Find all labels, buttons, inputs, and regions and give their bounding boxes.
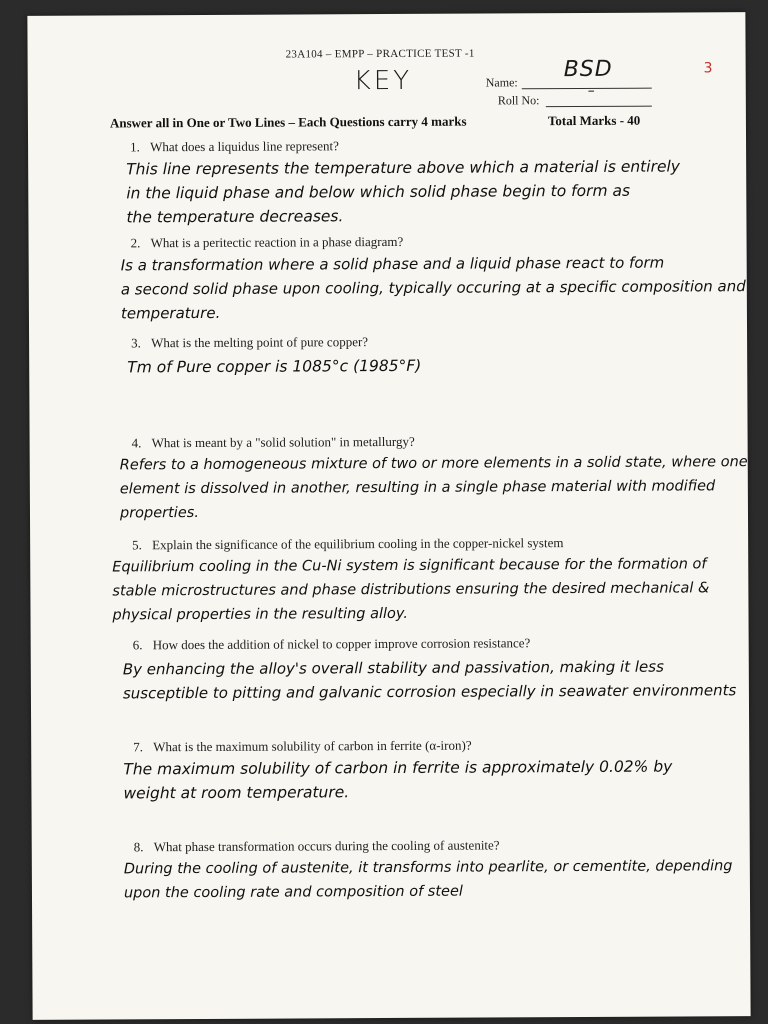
answer-3 — [127, 354, 421, 380]
question-7 — [133, 738, 471, 756]
answer-7 — [123, 755, 672, 806]
question-number: 2. — [130, 235, 141, 251]
question-text: What is the maximum solubility of carbon in ferrite (α-iron)? — [153, 737, 472, 755]
key-label: KEY — [353, 65, 413, 97]
instructions: Answer all in One or Two Lines – Each Questions carry 4 marks — [109, 113, 467, 131]
answer-line: Equilibrium cooling in the Cu-Ni system is significant because for the formation of — [112, 556, 707, 576]
answer-2 — [121, 250, 746, 325]
answer-line: the temperature decreases. — [126, 207, 344, 227]
question-text: What is a peritectic reaction in a phase diagram? — [150, 233, 404, 251]
question-number: 3. — [131, 335, 141, 351]
exam-sheet — [27, 12, 750, 1020]
answer-line: This line represents the temperature above which a material is entirely — [126, 157, 680, 179]
question-number: 8. — [133, 839, 144, 855]
question-text: What phase transformation occurs during the cooling of austenite? — [153, 837, 500, 855]
answer-8 — [124, 854, 733, 905]
answer-line: properties. — [119, 504, 199, 522]
course-header: 23A104 – EMPP – PRACTICE TEST -1 — [285, 47, 475, 61]
question-number: 5. — [132, 537, 142, 553]
question-5 — [132, 535, 563, 553]
answer-line: The maximum solubility of carbon in ferrite is approximately 0.02% by — [123, 757, 673, 779]
answer-line: temperature. — [120, 303, 221, 323]
answer-line: stable microstructures and phase distributions ensuring the desired mechanical & — [112, 580, 710, 600]
question-text: What is the melting point of pure copper? — [151, 334, 369, 351]
question-number: 7. — [133, 739, 143, 755]
answer-line: During the cooling of austenite, it transforms into pearlite, or cementite, depending — [123, 858, 733, 878]
question-4 — [132, 434, 415, 451]
answer-line: weight at room temperature. — [123, 783, 350, 803]
answer-6 — [123, 654, 737, 705]
roll-label: Roll No: — [497, 93, 540, 108]
answer-line: Refers to a homogeneous mixture of two or more elements in a solid state, where one — [119, 454, 748, 474]
answer-line: Tm of Pure copper is 1085°c (1985°F) — [127, 356, 422, 377]
question-text: How does the addition of nickel to copper improve corrosion resistance? — [152, 635, 531, 653]
question-6 — [133, 635, 531, 653]
answer-line: physical properties in the resulting alloy. — [112, 605, 409, 624]
answer-5 — [112, 552, 709, 627]
question-number: 1. — [130, 139, 140, 155]
marks-awarded: 3 — [703, 60, 713, 77]
answer-line: susceptible to pitting and galvanic corrosion especially in seawater environments — [122, 681, 737, 703]
question-1 — [130, 138, 339, 155]
question-text: Explain the significance of the equilibrium cooling in the copper-nickel system — [152, 535, 564, 553]
answer-line: a second solid phase upon cooling, typically occuring at a specific composition and — [120, 277, 746, 299]
answer-4 — [120, 450, 748, 525]
name-label: Name: — [485, 75, 518, 90]
roll-value: – — [587, 82, 596, 99]
question-2 — [131, 234, 404, 251]
roll-underline — [546, 106, 652, 108]
total-marks: Total Marks - 40 — [547, 112, 641, 129]
question-number: 6. — [132, 637, 143, 653]
name-value: BSD — [563, 56, 613, 83]
question-number: 4. — [131, 435, 142, 451]
answer-line: Is a transformation where a solid phase and a liquid phase react to form — [120, 253, 665, 275]
question-text: What does a liquidus line represent? — [150, 138, 339, 155]
answer-line: in the liquid phase and below which solid phase begin to form as — [126, 181, 631, 203]
question-8 — [134, 837, 500, 855]
question-text: What is meant by a "solid solution" in metallurgy? — [151, 433, 415, 451]
question-3 — [131, 334, 368, 351]
answer-1 — [126, 154, 680, 229]
answer-line: By enhancing the alloy's overall stability and passivation, making it less — [122, 657, 664, 679]
name-underline — [522, 88, 652, 90]
answer-line: element is dissolved in another, resulting in a single phase material with modified — [119, 478, 716, 498]
answer-line: upon the cooling rate and composition of steel — [123, 883, 463, 902]
